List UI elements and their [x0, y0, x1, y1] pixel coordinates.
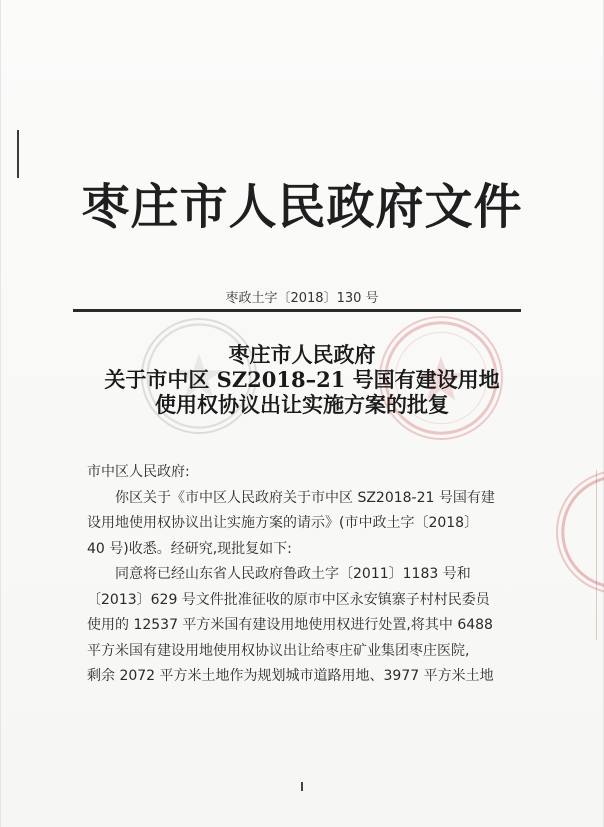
reply-title-line-3: 使用权协议出让实施方案的批复 — [155, 392, 449, 417]
header-divider — [73, 309, 521, 312]
reply-title — [1, 342, 603, 417]
body-line: 剩余 2072 平方米土地作为规划城市道路用地、3977 平方米土地 — [87, 668, 494, 684]
body-line: 〔2013〕629 号文件批准征收的原市中区永安镇寨子村村民委员 — [87, 591, 490, 608]
salutation: 市中区人民政府: — [87, 464, 190, 480]
document-header-title: 枣庄市人民政府文件 — [81, 179, 523, 235]
body-line: 平方米国有建设用地使用权协议出让给枣庄矿业集团枣庄医院, — [87, 642, 470, 659]
document-number: 枣政土字〔2018〕130 号 — [225, 291, 379, 306]
body-line: 同意将已经山东省人民政府鲁政土字〔2011〕1183 号和 — [115, 566, 471, 582]
page-footer-mark — [301, 782, 303, 791]
body-line: 设用地使用权协议出让实施方案的请示》(市中政土字〔2018〕 — [87, 515, 479, 531]
body-line: 40 号)收悉。经研究,现批复如下: — [87, 540, 292, 557]
reply-title-line-2: 关于市中区 SZ2018–21 号国有建设用地 — [104, 367, 500, 392]
body-line: 使用的 12537 平方米国有建设用地使用权进行处置,将其中 6488 — [87, 617, 493, 633]
red-seal-partial-edge — [556, 470, 604, 594]
document-body — [87, 460, 527, 690]
reply-title-line-1: 枣庄市人民政府 — [228, 342, 376, 367]
body-line: 你区关于《市中区人民政府关于市中区 SZ2018-21 号国有建 — [115, 489, 495, 506]
